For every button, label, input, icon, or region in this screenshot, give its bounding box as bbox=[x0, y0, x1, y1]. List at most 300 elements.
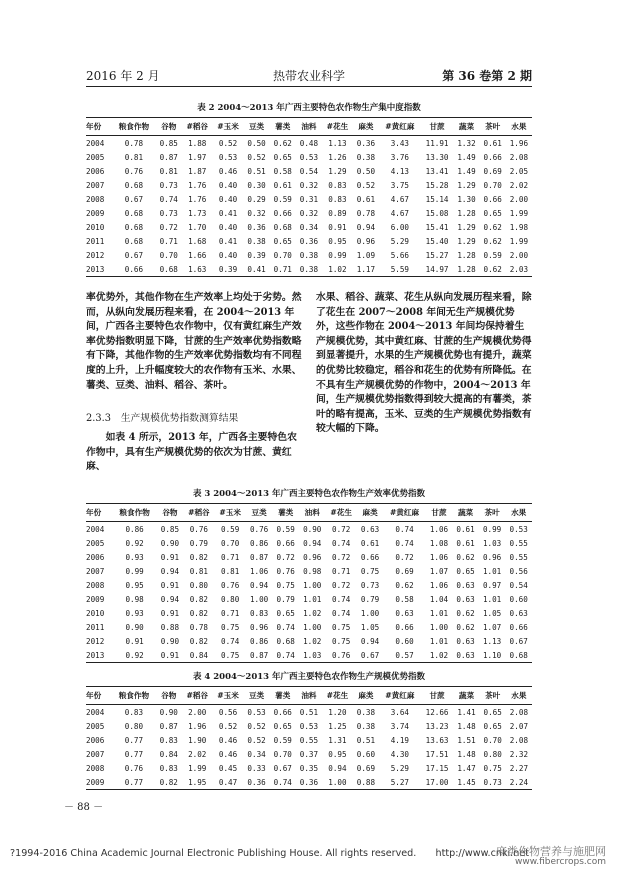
table-cell: 13.63 bbox=[425, 735, 449, 745]
table-cell: 3.76 bbox=[390, 152, 410, 162]
table-cell: 0.32 bbox=[247, 208, 266, 218]
table-cell: 1.06 bbox=[429, 580, 449, 590]
paragraph-right: 水果、稻谷、蔬菜、花生从纵向发展历程来看，除了花生在 2007～2008 年间无生产规模优势外，这些作物在 2004～2013 年间均保持着生产规模优势，其中黄红麻、甘蔗的生产规模优势得到显著提升，水果的生产规模优势也有提升，蔬菜的优势比较稳定，稻谷和花生的优势有所降低。在不具有生产规模优势的作物中，2004～2013 年间，生产规模优势指数得到较大提高的有薯类，茶叶的略有提高，玉米、豆类的生产规模优势指数有较大幅的下降。 bbox=[316, 292, 532, 435]
table-cell: 1.97 bbox=[188, 152, 207, 162]
table-cell: 0.87 bbox=[159, 721, 178, 731]
table-cell: 0.70 bbox=[273, 749, 292, 759]
column-header: 茶叶 bbox=[480, 118, 506, 136]
table-cell: 0.81 bbox=[221, 566, 240, 576]
table4-header-row bbox=[86, 687, 532, 705]
table-cell: 0.41 bbox=[218, 208, 238, 218]
footer bbox=[10, 845, 606, 867]
column-header: 薯类 bbox=[270, 687, 296, 705]
table-cell: 0.99 bbox=[125, 566, 144, 576]
table-cell: 2011 bbox=[86, 236, 105, 246]
table-cell: 13.41 bbox=[425, 166, 449, 176]
column-header: #花生 bbox=[326, 504, 357, 522]
table-cell: 0.55 bbox=[509, 538, 528, 548]
table-cell: 0.74 bbox=[159, 194, 178, 204]
table-cell: 4.67 bbox=[390, 208, 410, 218]
column-header: 水果 bbox=[505, 504, 532, 522]
table-cell: 0.66 bbox=[395, 622, 414, 632]
table-cell: 0.66 bbox=[273, 208, 292, 218]
table-cell: 0.98 bbox=[125, 594, 144, 604]
table-cell: 4.30 bbox=[390, 749, 410, 759]
table-cell: 0.55 bbox=[509, 552, 528, 562]
table-cell: 5.59 bbox=[379, 262, 421, 277]
table-cell: 0.84 bbox=[159, 749, 178, 759]
table-cell: 0.52 bbox=[218, 138, 238, 148]
table-cell: 0.74 bbox=[395, 524, 414, 534]
table-cell: 0.62 bbox=[456, 552, 475, 562]
table-row bbox=[86, 620, 532, 634]
table-cell: 0.46 bbox=[218, 749, 238, 759]
table-cell: 2.02 bbox=[509, 180, 529, 190]
table-cell: 0.95 bbox=[125, 580, 144, 590]
table-cell: 0.92 bbox=[113, 648, 157, 663]
table-cell: 0.70 bbox=[483, 735, 502, 745]
table-cell: 0.71 bbox=[159, 236, 178, 246]
table-cell: 2008 bbox=[86, 763, 105, 773]
table-cell: 0.74 bbox=[272, 648, 299, 663]
table-cell: 15.40 bbox=[425, 236, 449, 246]
table-cell: 0.79 bbox=[189, 538, 209, 548]
table-cell: 0.66 bbox=[483, 152, 502, 162]
table-cell: 0.38 bbox=[356, 152, 376, 162]
table-row bbox=[86, 192, 532, 206]
table-cell: 2010 bbox=[86, 608, 105, 618]
table-cell: 1.00 bbox=[429, 622, 449, 632]
table-cell: 0.39 bbox=[247, 250, 266, 260]
table-cell: 0.75 bbox=[332, 636, 351, 646]
table-cell: 0.94 bbox=[360, 636, 380, 646]
table-cell: 0.53 bbox=[247, 707, 266, 717]
table-cell: 0.74 bbox=[395, 538, 414, 548]
table-cell: 0.82 bbox=[189, 636, 209, 646]
table-row bbox=[86, 248, 532, 262]
table-cell: 0.40 bbox=[218, 180, 238, 190]
paragraph-left-2: 如表 4 所示，2013 年，广西各主要特色农作物中，具有生产规模优势的依次为甘蔗、黄红麻、 bbox=[86, 432, 297, 473]
table-cell: 0.82 bbox=[189, 594, 209, 604]
table-cell: 0.59 bbox=[276, 524, 295, 534]
table-cell: 0.68 bbox=[124, 208, 144, 218]
table-cell: 1.01 bbox=[482, 566, 502, 576]
table-cell: 1.09 bbox=[356, 250, 376, 260]
table-cell: 0.53 bbox=[299, 152, 319, 162]
table-cell: 2.05 bbox=[509, 166, 529, 176]
table-cell: 15.14 bbox=[425, 194, 449, 204]
table-cell: 0.75 bbox=[483, 763, 502, 773]
table-cell: 0.62 bbox=[395, 580, 414, 590]
table-cell: 0.68 bbox=[273, 222, 292, 232]
table-cell: 0.66 bbox=[509, 622, 528, 632]
table-cell: 0.52 bbox=[356, 180, 376, 190]
table-cell: 0.55 bbox=[299, 735, 319, 745]
table-cell: 5.29 bbox=[390, 236, 410, 246]
table-cell: 0.94 bbox=[160, 594, 180, 604]
running-header bbox=[86, 67, 532, 83]
column-header: 年份 bbox=[86, 504, 113, 522]
table-cell: 1.02 bbox=[426, 648, 453, 663]
column-header: #玉米 bbox=[215, 504, 246, 522]
table-cell: 1.99 bbox=[509, 236, 529, 246]
table-cell: 0.63 bbox=[452, 648, 479, 663]
column-header: 蔬菜 bbox=[453, 118, 479, 136]
table-cell: 0.32 bbox=[299, 180, 319, 190]
table-row bbox=[86, 150, 532, 164]
table-cell: 0.72 bbox=[332, 580, 351, 590]
table-cell: 0.60 bbox=[509, 594, 528, 604]
table-cell: 2013 bbox=[86, 648, 113, 663]
table-cell: 0.38 bbox=[247, 236, 266, 246]
table-cell: 0.80 bbox=[124, 721, 144, 731]
table-cell: 2.08 bbox=[509, 707, 529, 717]
column-header: 谷物 bbox=[157, 504, 184, 522]
table-cell: 0.93 bbox=[125, 608, 144, 618]
table4-caption: 表 4 2004～2013 年广西主要特色农作物生产规模优势指数 bbox=[192, 672, 426, 682]
table-cell: 0.88 bbox=[160, 622, 180, 632]
table-cell: 0.59 bbox=[221, 524, 240, 534]
table-cell: 1.00 bbox=[322, 775, 353, 790]
table-cell: 0.62 bbox=[456, 622, 475, 632]
table-cell: 0.84 bbox=[183, 648, 214, 663]
table-cell: 0.51 bbox=[247, 166, 266, 176]
table-cell: 1.01 bbox=[303, 594, 322, 604]
table-cell: 2.03 bbox=[506, 262, 532, 277]
table-cell: 2.24 bbox=[506, 775, 532, 790]
column-header: 谷物 bbox=[156, 687, 182, 705]
table-cell: 0.57 bbox=[383, 648, 425, 663]
table-cell: 0.46 bbox=[218, 166, 238, 176]
table-row bbox=[86, 234, 532, 248]
table-cell: 0.75 bbox=[332, 622, 351, 632]
table-cell: 5.27 bbox=[379, 775, 421, 790]
table-cell: 0.91 bbox=[160, 580, 180, 590]
table-cell: 4.19 bbox=[390, 735, 410, 745]
table-cell: 0.65 bbox=[483, 721, 502, 731]
table-cell: 1.08 bbox=[429, 538, 449, 548]
table-cell: 0.73 bbox=[159, 180, 178, 190]
table-cell: 2008 bbox=[86, 580, 105, 590]
table-cell: 2.00 bbox=[188, 707, 207, 717]
table4 bbox=[86, 686, 532, 790]
table-cell: 0.76 bbox=[124, 763, 144, 773]
table-cell: 0.74 bbox=[332, 594, 351, 604]
table-cell: 0.65 bbox=[273, 721, 292, 731]
table-row bbox=[86, 761, 532, 775]
page-number: － 88 － bbox=[64, 802, 104, 813]
table-cell: 0.31 bbox=[299, 194, 319, 204]
table-cell: 1.07 bbox=[482, 622, 502, 632]
table-cell: 0.68 bbox=[505, 648, 532, 663]
column-header: 蔬菜 bbox=[453, 687, 479, 705]
table-cell: 1.47 bbox=[457, 763, 476, 773]
table-cell: 0.91 bbox=[125, 636, 144, 646]
table-cell: 0.56 bbox=[509, 566, 528, 576]
table-row bbox=[86, 178, 532, 192]
table-cell: 2005 bbox=[86, 721, 105, 731]
table-cell: 1.49 bbox=[457, 166, 476, 176]
table-cell: 17.15 bbox=[425, 763, 449, 773]
table-cell: 0.73 bbox=[480, 775, 506, 790]
table-cell: 15.08 bbox=[425, 208, 449, 218]
table-cell: 1.48 bbox=[457, 749, 476, 759]
table-cell: 1.01 bbox=[429, 608, 449, 618]
table-cell: 0.68 bbox=[124, 236, 144, 246]
table-cell: 0.66 bbox=[112, 262, 155, 277]
table-cell: 1.00 bbox=[303, 580, 322, 590]
table-cell: 0.96 bbox=[482, 552, 502, 562]
table-cell: 1.20 bbox=[328, 707, 347, 717]
table-cell: 0.63 bbox=[360, 524, 380, 534]
watermark-cn: 麻类作物营养与施肥网 bbox=[496, 845, 606, 858]
table-cell: 1.01 bbox=[429, 636, 449, 646]
header-date: 2016 年 2 月 bbox=[86, 69, 160, 83]
table-cell: 0.63 bbox=[456, 580, 475, 590]
table-row bbox=[86, 136, 532, 151]
table-cell: 1.95 bbox=[182, 775, 213, 790]
table-cell: 3.74 bbox=[390, 721, 410, 731]
table-cell: 0.82 bbox=[189, 552, 209, 562]
table-cell: 0.65 bbox=[273, 152, 292, 162]
table-cell: 0.68 bbox=[156, 262, 182, 277]
table-cell: 1.10 bbox=[479, 648, 506, 663]
table-cell: 1.00 bbox=[303, 622, 322, 632]
table-cell: 0.86 bbox=[249, 636, 269, 646]
table-cell: 0.82 bbox=[189, 608, 209, 618]
table-row bbox=[86, 536, 532, 550]
table-row bbox=[86, 550, 532, 564]
table-cell: 1.06 bbox=[429, 524, 449, 534]
column-header: 甘蔗 bbox=[421, 687, 454, 705]
table-cell: 0.38 bbox=[296, 262, 322, 277]
table-cell: 17.00 bbox=[421, 775, 454, 790]
table-cell: 1.29 bbox=[328, 166, 347, 176]
table-row bbox=[86, 606, 532, 620]
section-heading: 2.3.3 生产规模优势指数测算结果 bbox=[86, 413, 239, 424]
table-cell: 0.50 bbox=[247, 138, 266, 148]
table-cell: 0.90 bbox=[303, 524, 322, 534]
table-cell: 2009 bbox=[86, 208, 105, 218]
table-cell: 1.29 bbox=[457, 222, 476, 232]
table-cell: 11.91 bbox=[425, 138, 449, 148]
table-cell: 0.89 bbox=[328, 208, 347, 218]
table-cell: 0.75 bbox=[215, 648, 246, 663]
table-cell: 2.27 bbox=[509, 763, 529, 773]
table-cell: 0.66 bbox=[360, 552, 380, 562]
column-header: #黄红麻 bbox=[383, 504, 425, 522]
table-cell: 1.26 bbox=[328, 152, 347, 162]
table-row bbox=[86, 564, 532, 578]
column-header: 茶叶 bbox=[479, 504, 506, 522]
table-row bbox=[86, 634, 532, 648]
table-cell: 1.30 bbox=[457, 194, 476, 204]
table-cell: 0.61 bbox=[273, 180, 292, 190]
table-cell: 0.77 bbox=[112, 775, 155, 790]
table-cell: 0.78 bbox=[189, 622, 209, 632]
table-cell: 0.54 bbox=[509, 580, 528, 590]
column-header: 豆类 bbox=[246, 504, 273, 522]
table-cell: 0.29 bbox=[247, 194, 266, 204]
paragraph-left: 率优势外，其他作物在生产效率上均处于劣势。然而，从纵向发展历程来看，在 2004～2013 年间，广西各主要特色农作物中，仅有黄红麻生产效率优势指数明显下降，甘蔗的生产效率优势指数略有下降，其他作物的生产效率优势指数均有不同程度的上升，上升幅度较大的农作物有玉米、水果、薯类、豆类、油料、稻谷、茶叶。 bbox=[86, 292, 302, 391]
table-cell: 2006 bbox=[86, 552, 105, 562]
table-cell: 0.91 bbox=[160, 608, 180, 618]
table-cell: 0.61 bbox=[483, 138, 502, 148]
table-cell: 0.83 bbox=[328, 194, 347, 204]
table-cell: 0.68 bbox=[124, 180, 144, 190]
table-cell: 0.52 bbox=[247, 152, 266, 162]
table-cell: 0.66 bbox=[273, 707, 292, 717]
table-cell: 0.91 bbox=[328, 222, 347, 232]
table-cell: 0.38 bbox=[356, 707, 376, 717]
table-cell: 0.40 bbox=[218, 222, 238, 232]
column-header: 茶叶 bbox=[480, 687, 506, 705]
table-cell: 1.76 bbox=[188, 194, 207, 204]
header-journal: 热带农业科学 bbox=[272, 69, 345, 83]
table-cell: 1.49 bbox=[457, 152, 476, 162]
column-header: 粮食作物 bbox=[112, 118, 155, 136]
column-header: 薯类 bbox=[270, 118, 296, 136]
table-cell: 0.66 bbox=[276, 538, 295, 548]
table2 bbox=[86, 117, 532, 277]
table-cell: 14.97 bbox=[421, 262, 454, 277]
table-cell: 2007 bbox=[86, 749, 105, 759]
table-cell: 3.64 bbox=[390, 707, 410, 717]
table-cell: 1.00 bbox=[360, 608, 380, 618]
table-cell: 17.51 bbox=[425, 749, 449, 759]
column-header: #黄红麻 bbox=[379, 118, 421, 136]
column-header: 谷物 bbox=[156, 118, 182, 136]
column-header: 年份 bbox=[86, 687, 112, 705]
table-cell: 1.04 bbox=[429, 594, 449, 604]
table-cell: 0.74 bbox=[270, 775, 296, 790]
table-cell: 0.36 bbox=[356, 138, 376, 148]
column-header: 年份 bbox=[86, 118, 112, 136]
table-row bbox=[86, 522, 532, 537]
table-cell: 0.80 bbox=[483, 749, 502, 759]
table-cell: 0.82 bbox=[156, 775, 182, 790]
column-header: 粮食作物 bbox=[112, 687, 155, 705]
table-cell: 0.60 bbox=[395, 636, 414, 646]
table-cell: 0.41 bbox=[218, 236, 238, 246]
table-cell: 0.77 bbox=[124, 735, 144, 745]
table-cell: 1.01 bbox=[482, 594, 502, 604]
table2-caption: 表 2 2004～2013 年广西主要特色农作物生产集中度指数 bbox=[197, 103, 421, 113]
table-cell: 2011 bbox=[86, 622, 105, 632]
table-cell: 1.28 bbox=[457, 208, 476, 218]
column-header: 蔬菜 bbox=[452, 504, 479, 522]
table-cell: 0.70 bbox=[221, 538, 240, 548]
column-header: #稻谷 bbox=[183, 504, 214, 522]
table-cell: 1.66 bbox=[188, 250, 207, 260]
table-cell: 0.71 bbox=[221, 552, 240, 562]
table-cell: 0.65 bbox=[276, 608, 295, 618]
table-row bbox=[86, 705, 532, 720]
table-cell: 0.87 bbox=[159, 152, 178, 162]
table-cell: 0.47 bbox=[213, 775, 244, 790]
column-header: 水果 bbox=[506, 118, 532, 136]
table-cell: 0.63 bbox=[456, 594, 475, 604]
table-cell: 0.48 bbox=[299, 138, 319, 148]
table-cell: 15.28 bbox=[425, 180, 449, 190]
table-cell: 0.71 bbox=[332, 566, 351, 576]
table-cell: 0.40 bbox=[218, 250, 238, 260]
table-cell: 1.02 bbox=[303, 636, 322, 646]
table3-header-row bbox=[86, 504, 532, 522]
table-cell: 0.53 bbox=[299, 721, 319, 731]
table-cell: 0.90 bbox=[125, 622, 144, 632]
table-cell: 0.72 bbox=[332, 552, 351, 562]
table-cell: 4.67 bbox=[390, 194, 410, 204]
table-cell: 1.87 bbox=[188, 166, 207, 176]
table-cell: 0.78 bbox=[124, 138, 144, 148]
column-header: #花生 bbox=[322, 118, 353, 136]
table-cell: 0.83 bbox=[328, 180, 347, 190]
table-cell: 1.03 bbox=[482, 538, 502, 548]
table-cell: 0.63 bbox=[395, 608, 414, 618]
table-cell: 2004 bbox=[86, 707, 105, 717]
table-cell: 1.00 bbox=[249, 594, 269, 604]
table-cell: 3.43 bbox=[390, 138, 410, 148]
table-cell: 0.62 bbox=[483, 222, 502, 232]
table-cell: 0.96 bbox=[303, 552, 322, 562]
table-cell: 1.06 bbox=[429, 552, 449, 562]
table-cell: 0.83 bbox=[249, 608, 269, 618]
table-cell: 0.90 bbox=[159, 707, 178, 717]
table-cell: 0.67 bbox=[124, 194, 144, 204]
table-cell: 0.34 bbox=[247, 749, 266, 759]
table-cell: 0.91 bbox=[157, 648, 184, 663]
table-cell: 2007 bbox=[86, 566, 105, 576]
table-cell: 0.36 bbox=[243, 775, 269, 790]
table-cell: 1.45 bbox=[453, 775, 479, 790]
table-cell: 1.51 bbox=[457, 735, 476, 745]
table-cell: 0.67 bbox=[273, 763, 292, 773]
table-cell: 0.59 bbox=[483, 250, 502, 260]
table-cell: 0.36 bbox=[247, 222, 266, 232]
table-cell: 12.66 bbox=[425, 707, 449, 717]
table3-body bbox=[86, 522, 532, 663]
table-cell: 0.96 bbox=[356, 236, 376, 246]
table-cell: 0.68 bbox=[276, 636, 295, 646]
table-cell: 15.27 bbox=[425, 250, 449, 260]
table-row bbox=[86, 719, 532, 733]
table-cell: 13.23 bbox=[425, 721, 449, 731]
table-cell: 0.99 bbox=[328, 250, 347, 260]
column-header: #稻谷 bbox=[182, 118, 213, 136]
table-cell: 1.32 bbox=[457, 138, 476, 148]
table-cell: 0.74 bbox=[332, 608, 351, 618]
table-cell: 0.76 bbox=[124, 166, 144, 176]
table-cell: 2004 bbox=[86, 524, 105, 534]
table-cell: 0.81 bbox=[159, 166, 178, 176]
table-cell: 0.86 bbox=[125, 524, 144, 534]
table-cell: 1.05 bbox=[482, 608, 502, 618]
table-cell: 0.86 bbox=[249, 538, 269, 548]
table-cell: 0.56 bbox=[218, 707, 238, 717]
table-cell: 2009 bbox=[86, 775, 112, 790]
table3-caption: 表 3 2004～2013 年广西主要特色农作物生产效率优势指数 bbox=[192, 489, 426, 499]
table-cell: 0.54 bbox=[299, 166, 319, 176]
table-cell: 0.72 bbox=[159, 222, 178, 232]
table-cell: 0.72 bbox=[395, 552, 414, 562]
table-cell: 4.13 bbox=[390, 166, 410, 176]
table-cell: 1.76 bbox=[188, 180, 207, 190]
table-row bbox=[86, 733, 532, 747]
table-cell: 0.73 bbox=[159, 208, 178, 218]
table-cell: 2012 bbox=[86, 636, 105, 646]
table-cell: 0.90 bbox=[160, 636, 180, 646]
